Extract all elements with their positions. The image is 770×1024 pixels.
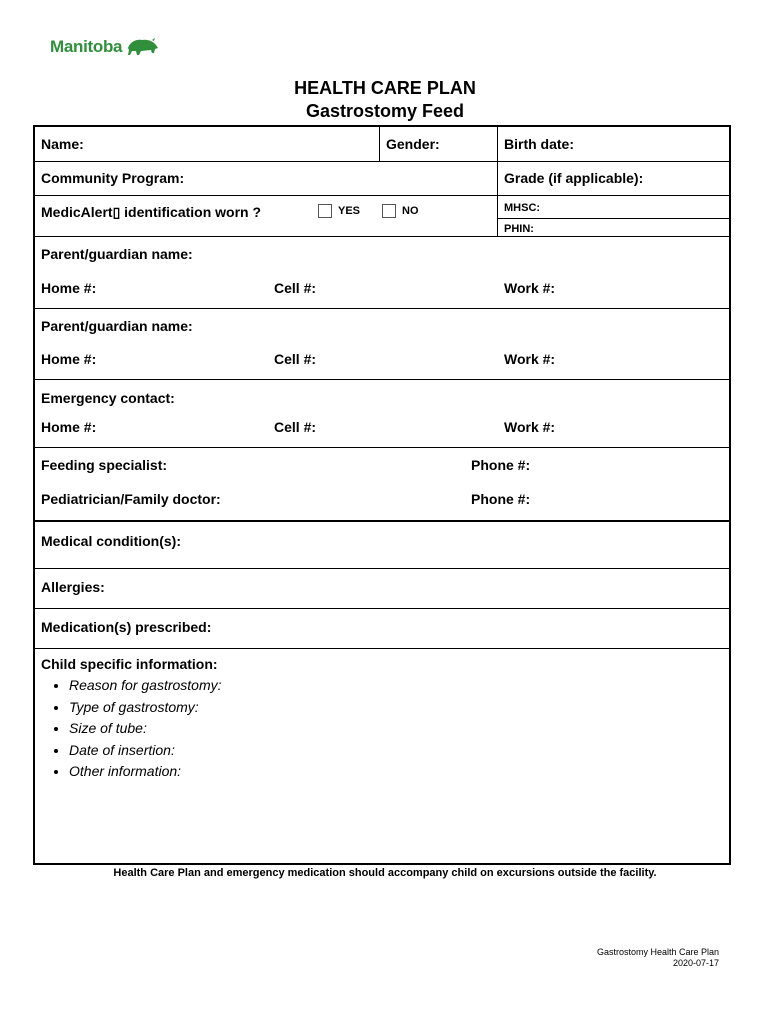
- community-program-field[interactable]: Community Program:: [41, 170, 185, 186]
- grade-field[interactable]: Grade (if applicable):: [504, 170, 644, 186]
- divider: [35, 195, 729, 196]
- feeding-specialist-field[interactable]: Feeding specialist:: [41, 457, 168, 473]
- medications-field[interactable]: Medication(s) prescribed:: [41, 619, 212, 635]
- yes-label: YES: [338, 205, 361, 217]
- divider: [35, 648, 729, 649]
- birth-date-field[interactable]: Birth date:: [504, 136, 574, 152]
- parent1-work-field[interactable]: Work #:: [504, 280, 556, 296]
- parent1-cell-field[interactable]: Cell #:: [274, 280, 317, 296]
- parent2-work-field[interactable]: Work #:: [504, 351, 556, 367]
- health-care-plan-form: [33, 125, 731, 865]
- emergency-cell-field[interactable]: Cell #:: [274, 419, 317, 435]
- footer-doc-name: Gastrostomy Health Care Plan: [596, 947, 719, 957]
- child-specific-info-heading: Child specific information:: [41, 656, 218, 672]
- list-item[interactable]: • Date of insertion:: [69, 740, 222, 762]
- footnote: Health Care Plan and emergency medication should accompany child on excursions outside the facility.: [113, 867, 657, 879]
- divider: [35, 236, 729, 237]
- divider: [35, 447, 729, 448]
- emergency-contact-field[interactable]: Emergency contact:: [41, 390, 175, 406]
- footer-meta: [597, 947, 719, 969]
- allergies-field[interactable]: Allergies:: [41, 579, 105, 595]
- manitoba-logo: [50, 36, 160, 60]
- divider: [35, 161, 729, 162]
- no-label: NO: [402, 205, 419, 217]
- section-divider: [35, 520, 729, 522]
- divider: [497, 218, 729, 219]
- emergency-home-field[interactable]: Home #:: [41, 419, 97, 435]
- no-checkbox[interactable]: [382, 204, 396, 218]
- list-item[interactable]: • Size of tube:: [69, 718, 222, 740]
- page-subtitle: Gastrostomy Feed: [305, 101, 465, 121]
- phin-field[interactable]: PHIN:: [504, 223, 534, 235]
- pediatrician-phone-field[interactable]: Phone #:: [471, 491, 531, 507]
- divider: [35, 308, 729, 309]
- logo-text: Manitoba: [50, 37, 123, 56]
- list-item[interactable]: • Type of gastrostomy:: [69, 697, 222, 719]
- parent2-home-field[interactable]: Home #:: [41, 351, 97, 367]
- mhsc-field[interactable]: MHSC:: [504, 202, 541, 214]
- divider: [497, 127, 498, 236]
- list-item[interactable]: • Other information:: [69, 761, 222, 783]
- medical-conditions-field[interactable]: Medical condition(s):: [41, 533, 181, 549]
- feeding-specialist-phone-field[interactable]: Phone #:: [471, 457, 531, 473]
- yes-checkbox[interactable]: [318, 204, 332, 218]
- pediatrician-field[interactable]: Pediatrician/Family doctor:: [41, 491, 221, 507]
- list-item[interactable]: • Reason for gastrostomy:: [69, 675, 222, 697]
- parent2-name-field[interactable]: Parent/guardian name:: [41, 318, 193, 334]
- divider: [35, 379, 729, 380]
- name-field[interactable]: Name:: [41, 136, 84, 152]
- parent2-cell-field[interactable]: Cell #:: [274, 351, 317, 367]
- gender-field[interactable]: Gender:: [386, 136, 440, 152]
- medicalert-label: MedicAlert▯ identification worn ?: [41, 204, 262, 220]
- emergency-work-field[interactable]: Work #:: [504, 419, 556, 435]
- page-title: HEALTH CARE PLAN: [294, 78, 476, 98]
- divider: [379, 127, 380, 161]
- divider: [35, 608, 729, 609]
- bison-icon: [126, 36, 160, 58]
- parent1-name-field[interactable]: Parent/guardian name:: [41, 246, 193, 262]
- parent1-home-field[interactable]: Home #:: [41, 280, 97, 296]
- footer-date: 2020-07-17: [672, 958, 719, 968]
- divider: [35, 568, 729, 569]
